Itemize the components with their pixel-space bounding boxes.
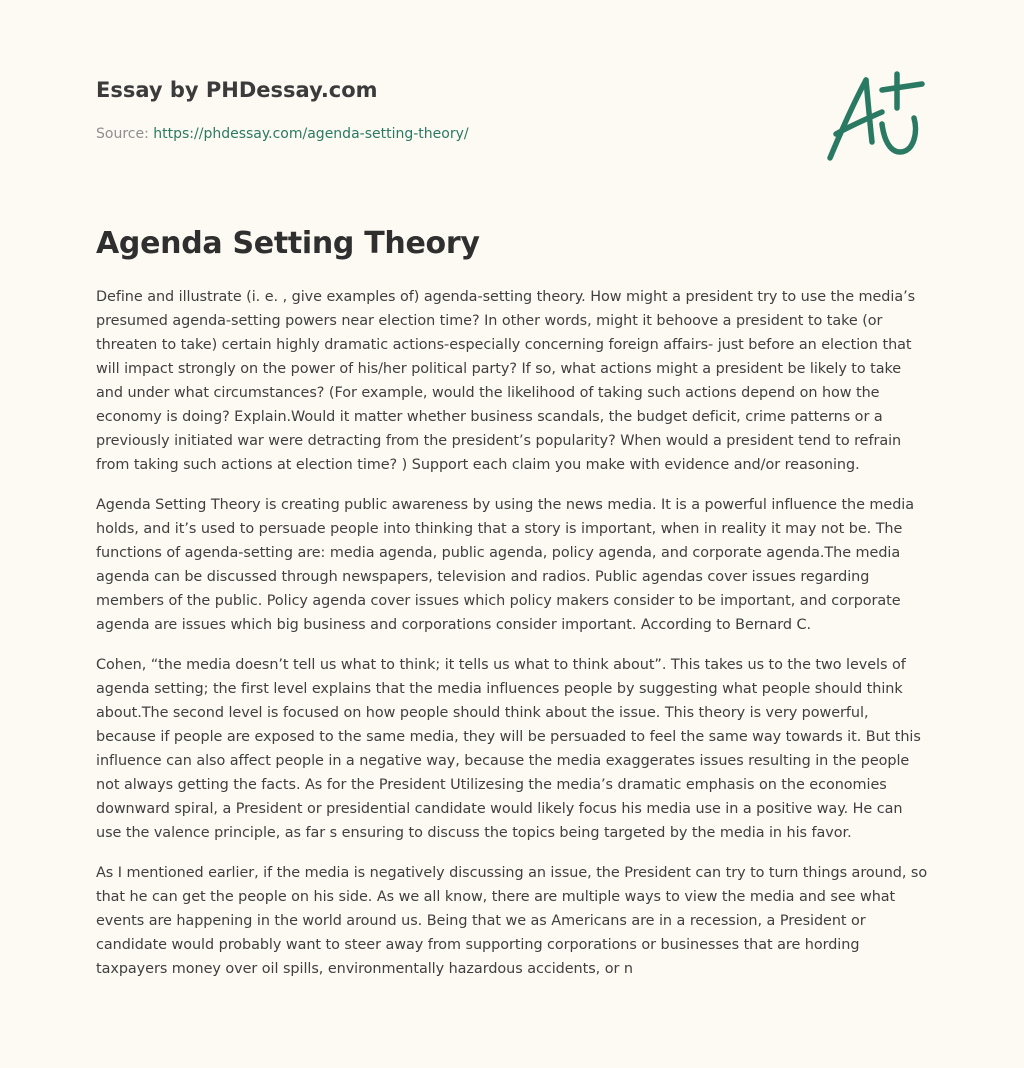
page-title: Agenda Setting Theory xyxy=(96,226,480,261)
essay-body xyxy=(96,285,928,997)
paragraph: Define and illustrate (i. e. , give examples of) agenda-setting theory. How might a president try to use the media’s presumed agenda-setting powers near election time? In other words, might it behoove a president to take (or threaten to take) certain highly dramatic actions-especially concerning foreign affairs- just before an election that will impact strongly on the power of his/her political party? If so, what actions might a president be likely to take and under what circumstances? (For example, would the likelihood of taking such actions depend on how the economy is doing? Explain.Would it matter whether business scandals, the budget deficit, crime patterns or a previously initiated war were detracting from the president’s popularity? When would a president tend to refrain from taking such actions at election time? ) Support each claim you make with evidence and/or reasoning. xyxy=(96,289,916,473)
paragraph: As I mentioned earlier, if the media is negatively discussing an issue, the President can try to turn things around, so that he can get the people on his side. As we all know, there are multiple ways to view the media and see what events are happening in the world around us. Being that we as Americans are in a recession, a President or candidate would probably want to steer away from supporting corporations or businesses that are hording taxpayers money over oil spills, environmentally hazardous accidents, or n xyxy=(96,865,928,977)
source-link[interactable]: https://phdessay.com/agenda-setting-theory/ xyxy=(153,126,469,142)
source-label: Source: xyxy=(96,126,149,142)
site-brand: Essay by PHDessay.com xyxy=(96,78,378,102)
a-plus-logo-icon xyxy=(822,68,926,164)
page-header xyxy=(96,76,916,144)
source-line xyxy=(96,124,916,144)
paragraph: Cohen, “the media doesn’t tell us what to think; it tells us what to think about”. This takes us to the two levels of agenda setting; the first level explains that the media influences people by suggesting what people should think about.The second level is focused on how people should think about the issue. This theory is very powerful, because if people are exposed to the same media, they will be persuaded to feel the same way towards it. But this influence can also affect people in a negative way, because the media exaggerates issues resulting in the people not always getting the facts. As for the President Utilizesing the media’s dramatic emphasis on the economies downward spiral, a President or presidential candidate would likely focus his media use in a positive way. He can use the valence principle, as far s ensuring to discuss the topics being targeted by the media in his favor. xyxy=(96,657,921,841)
paragraph: Agenda Setting Theory is creating public awareness by using the news media. It is a powerful influence the media holds, and it’s used to persuade people into thinking that a story is important, when in reality it may not be. The functions of agenda-setting are: media agenda, public agenda, policy agenda, and corporate agenda.The media agenda can be discussed through newspapers, television and radios. Public agendas cover issues regarding members of the public. Policy agenda cover issues which policy makers consider to be important, and corporate agenda are issues which big business and corporations consider important. According to Bernard C. xyxy=(96,497,915,633)
